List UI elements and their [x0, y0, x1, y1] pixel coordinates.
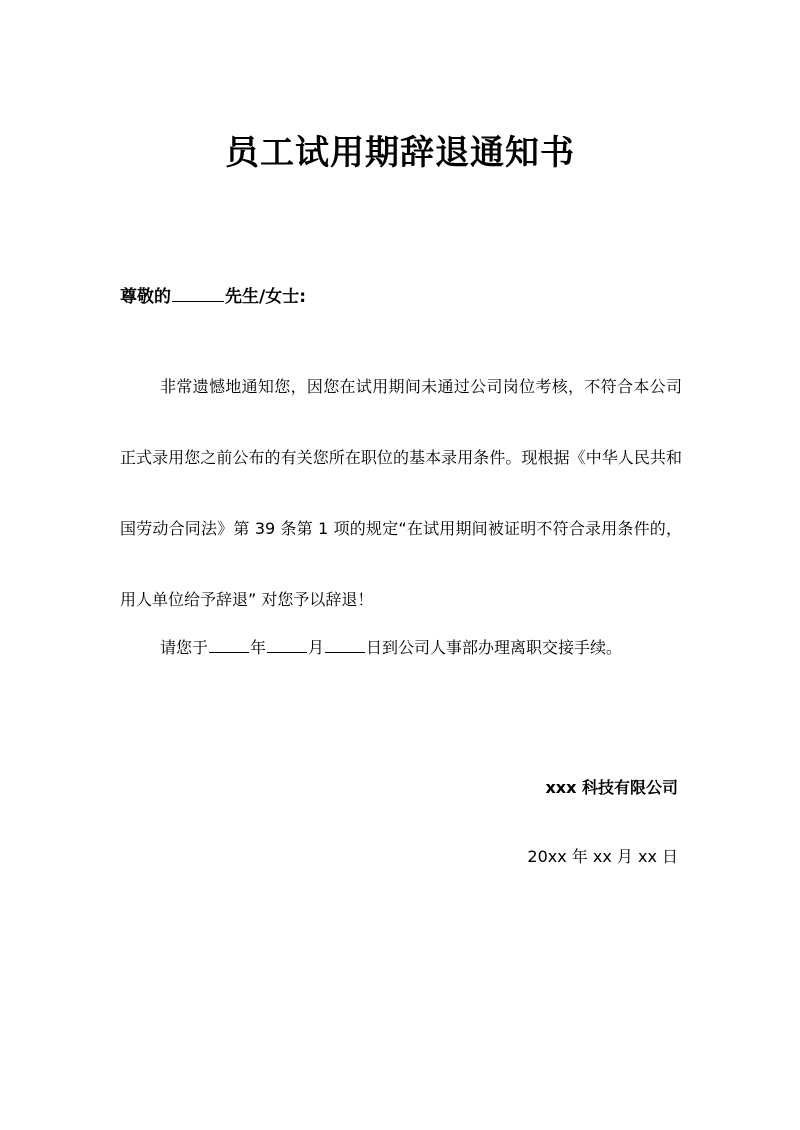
body-paragraph: 非常遗憾地通知您，因您在试用期间未通过公司岗位考核，不符合本公司正式录用您之前公布的有关您所在职位的基本录用条件。现根据《中华人民共和国劳动合同法》第 39 条第 1 项的规定“在试用期间被证明不符合录用条件的，用人单位给予辞退” 对您予以辞退！ [120, 377, 682, 609]
name-blank [172, 300, 224, 302]
salutation-line [120, 283, 306, 311]
year-blank [209, 651, 249, 653]
issue-date: 20xx 年 xx 月 xx 日 [527, 847, 678, 866]
salutation-prefix: 尊敬的 [120, 287, 171, 307]
month-blank [267, 651, 307, 653]
day-blank [325, 651, 365, 653]
salutation-suffix: 先生/女士: [225, 287, 307, 307]
date-instruction [120, 633, 682, 663]
date-instruction-prefix: 请您于 [160, 638, 209, 657]
day-suffix: 日到公司人事部办理离职交接手续。 [366, 638, 623, 657]
month-label: 月 [308, 638, 325, 657]
company-name: xxx 科技有限公司 [545, 778, 678, 797]
year-label: 年 [250, 638, 267, 657]
document-title: 员工试用期辞退通知书 [225, 133, 575, 173]
